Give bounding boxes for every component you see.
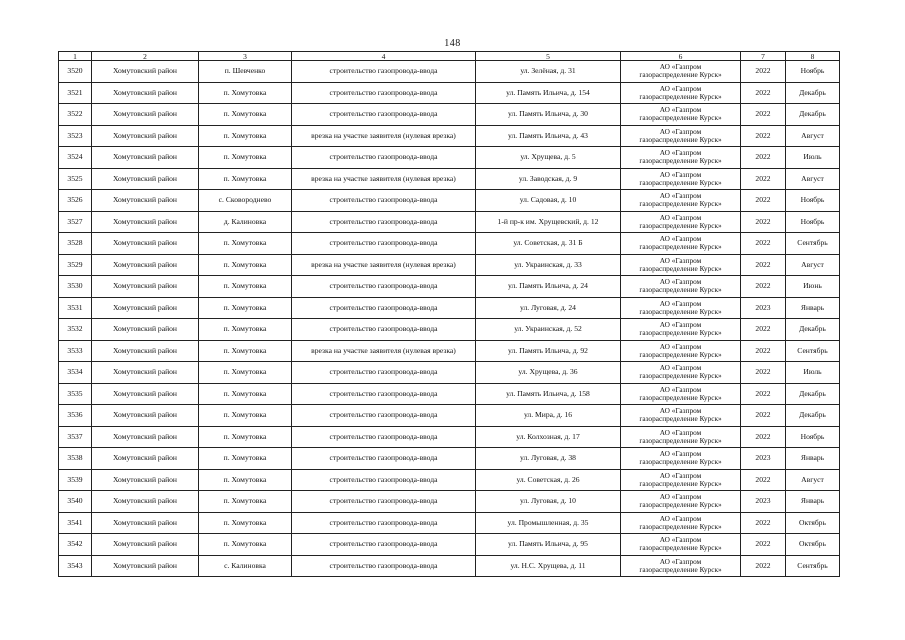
header-cell: 4: [292, 52, 476, 61]
address-cell: ул. Память Ильича, д. 158: [476, 383, 621, 405]
settlement-cell: п. Хомутовка: [199, 534, 292, 556]
year-cell: 2022: [741, 61, 786, 83]
org-name-line: газораспределение Курск»: [639, 371, 722, 381]
district-cell: Хомутовский район: [92, 383, 199, 405]
table-row: [59, 426, 840, 448]
district-cell: Хомутовский район: [92, 405, 199, 427]
org-name-line: АО «Газпром: [659, 341, 702, 351]
table-row: [59, 190, 840, 212]
year-cell: 2022: [741, 125, 786, 147]
address-cell: 1-й пр-к им. Хрущевский, д. 12: [476, 211, 621, 233]
month-cell: Декабрь: [786, 405, 840, 427]
settlement-cell: п. Хомутовка: [199, 491, 292, 513]
row-number-cell: 3537: [59, 426, 92, 448]
row-number-cell: 3533: [59, 340, 92, 362]
settlement-cell: п. Хомутовка: [199, 147, 292, 169]
table-row: [59, 297, 840, 319]
settlement-cell: д. Калиновка: [199, 211, 292, 233]
table-row: [59, 254, 840, 276]
org-name-line: газораспределение Курск»: [639, 220, 722, 230]
settlement-cell: п. Хомутовка: [199, 276, 292, 298]
row-number-cell: 3530: [59, 276, 92, 298]
address-cell: ул. Заводская, д. 9: [476, 168, 621, 190]
row-number-cell: 3523: [59, 125, 92, 147]
row-number-cell: 3539: [59, 469, 92, 491]
district-cell: Хомутовский район: [92, 469, 199, 491]
work-type-cell: строительство газопровода-ввода: [292, 426, 476, 448]
header-cell: 2: [92, 52, 199, 61]
org-cell: [621, 254, 741, 276]
work-type-cell: строительство газопровода-ввода: [292, 512, 476, 534]
org-name-line: АО «Газпром: [659, 169, 702, 179]
table-row: [59, 555, 840, 577]
work-type-cell: строительство газопровода-ввода: [292, 555, 476, 577]
org-cell: [621, 211, 741, 233]
settlement-cell: п. Шевченко: [199, 61, 292, 83]
table-row: [59, 469, 840, 491]
address-cell: ул. Зелёная, д. 31: [476, 61, 621, 83]
settlement-cell: п. Хомутовка: [199, 469, 292, 491]
year-cell: 2022: [741, 168, 786, 190]
table-row: [59, 211, 840, 233]
row-number-cell: 3536: [59, 405, 92, 427]
month-cell: Август: [786, 469, 840, 491]
year-cell: 2022: [741, 534, 786, 556]
work-type-cell: строительство газопровода-ввода: [292, 534, 476, 556]
org-name-line: АО «Газпром: [659, 406, 702, 416]
month-cell: Ноябрь: [786, 426, 840, 448]
table-row: [59, 512, 840, 534]
district-cell: Хомутовский район: [92, 82, 199, 104]
work-type-cell: строительство газопровода-ввода: [292, 362, 476, 384]
org-name-line: АО «Газпром: [659, 191, 702, 201]
district-cell: Хомутовский район: [92, 104, 199, 126]
header-cell: 8: [786, 52, 840, 61]
header-cell: 5: [476, 52, 621, 61]
org-cell: [621, 104, 741, 126]
year-cell: 2022: [741, 469, 786, 491]
settlement-cell: с. Сковороднево: [199, 190, 292, 212]
org-name-line: газораспределение Курск»: [639, 392, 722, 402]
year-cell: 2023: [741, 491, 786, 513]
row-number-cell: 3540: [59, 491, 92, 513]
org-cell: [621, 276, 741, 298]
settlement-cell: п. Хомутовка: [199, 104, 292, 126]
table-row: [59, 340, 840, 362]
district-cell: Хомутовский район: [92, 211, 199, 233]
year-cell: 2022: [741, 340, 786, 362]
year-cell: 2023: [741, 297, 786, 319]
work-type-cell: строительство газопровода-ввода: [292, 211, 476, 233]
row-number-cell: 3532: [59, 319, 92, 341]
work-type-cell: врезка на участке заявителя (нулевая врезка): [292, 168, 476, 190]
settlement-cell: п. Хомутовка: [199, 319, 292, 341]
month-cell: Декабрь: [786, 383, 840, 405]
year-cell: 2022: [741, 276, 786, 298]
address-cell: ул. Луговая, д. 24: [476, 297, 621, 319]
district-cell: Хомутовский район: [92, 340, 199, 362]
month-cell: Ноябрь: [786, 211, 840, 233]
header-cell: 1: [59, 52, 92, 61]
header-cell: 7: [741, 52, 786, 61]
year-cell: 2022: [741, 555, 786, 577]
org-name-line: АО «Газпром: [659, 363, 702, 373]
row-number-cell: 3520: [59, 61, 92, 83]
settlement-cell: с. Калиновка: [199, 555, 292, 577]
month-cell: Декабрь: [786, 319, 840, 341]
work-type-cell: строительство газопровода-ввода: [292, 383, 476, 405]
year-cell: 2022: [741, 254, 786, 276]
table-row: [59, 405, 840, 427]
org-name-line: газораспределение Курск»: [639, 328, 722, 338]
org-name-line: газораспределение Курск»: [639, 113, 722, 123]
org-cell: [621, 125, 741, 147]
org-name-line: АО «Газпром: [659, 277, 702, 287]
org-cell: [621, 168, 741, 190]
org-name-line: АО «Газпром: [659, 556, 702, 566]
row-number-cell: 3528: [59, 233, 92, 255]
address-cell: ул. Колхозная, д. 17: [476, 426, 621, 448]
month-cell: Октябрь: [786, 512, 840, 534]
work-type-cell: строительство газопровода-ввода: [292, 319, 476, 341]
month-cell: Август: [786, 254, 840, 276]
row-number-cell: 3538: [59, 448, 92, 470]
row-number-cell: 3525: [59, 168, 92, 190]
table-row: [59, 168, 840, 190]
month-cell: Октябрь: [786, 534, 840, 556]
month-cell: Август: [786, 125, 840, 147]
work-type-cell: врезка на участке заявителя (нулевая врезка): [292, 125, 476, 147]
org-cell: [621, 297, 741, 319]
org-name-line: газораспределение Курск»: [639, 242, 722, 252]
org-name-line: АО «Газпром: [659, 384, 702, 394]
month-cell: Ноябрь: [786, 190, 840, 212]
table-body: [59, 61, 840, 577]
table-row: [59, 104, 840, 126]
district-cell: Хомутовский район: [92, 426, 199, 448]
year-cell: 2022: [741, 211, 786, 233]
address-cell: ул. Советская, д. 26: [476, 469, 621, 491]
org-cell: [621, 190, 741, 212]
work-type-cell: строительство газопровода-ввода: [292, 61, 476, 83]
header-cell: 3: [199, 52, 292, 61]
org-name-line: газораспределение Курск»: [639, 457, 722, 467]
district-cell: Хомутовский район: [92, 362, 199, 384]
year-cell: 2022: [741, 82, 786, 104]
settlement-cell: п. Хомутовка: [199, 512, 292, 534]
work-type-cell: строительство газопровода-ввода: [292, 448, 476, 470]
settlement-cell: п. Хомутовка: [199, 340, 292, 362]
org-name-line: газораспределение Курск»: [639, 285, 722, 295]
settlement-cell: п. Хомутовка: [199, 426, 292, 448]
month-cell: Сентябрь: [786, 340, 840, 362]
table-row: [59, 383, 840, 405]
org-name-line: АО «Газпром: [659, 105, 702, 115]
district-cell: Хомутовский район: [92, 297, 199, 319]
address-cell: ул. Память Ильича, д. 43: [476, 125, 621, 147]
year-cell: 2022: [741, 319, 786, 341]
address-cell: ул. Мира, д. 16: [476, 405, 621, 427]
district-cell: Хомутовский район: [92, 448, 199, 470]
year-cell: 2022: [741, 104, 786, 126]
year-cell: 2022: [741, 233, 786, 255]
header-row: [59, 52, 840, 61]
district-cell: Хомутовский район: [92, 276, 199, 298]
org-name-line: газораспределение Курск»: [639, 500, 722, 510]
district-cell: Хомутовский район: [92, 233, 199, 255]
org-cell: [621, 82, 741, 104]
district-cell: Хомутовский район: [92, 534, 199, 556]
org-name-line: АО «Газпром: [659, 126, 702, 136]
settlement-cell: п. Хомутовка: [199, 362, 292, 384]
year-cell: 2022: [741, 190, 786, 212]
work-type-cell: строительство газопровода-ввода: [292, 147, 476, 169]
address-cell: ул. Н.С. Хрущева, д. 11: [476, 555, 621, 577]
row-number-cell: 3529: [59, 254, 92, 276]
org-name-line: АО «Газпром: [659, 470, 702, 480]
address-cell: ул. Украинская, д. 52: [476, 319, 621, 341]
table-row: [59, 448, 840, 470]
org-name-line: газораспределение Курск»: [639, 478, 722, 488]
row-number-cell: 3535: [59, 383, 92, 405]
address-cell: ул. Садовая, д. 10: [476, 190, 621, 212]
org-name-line: газораспределение Курск»: [639, 543, 722, 553]
org-name-line: АО «Газпром: [659, 513, 702, 523]
settlement-cell: п. Хомутовка: [199, 297, 292, 319]
org-name-line: АО «Газпром: [659, 320, 702, 330]
settlement-cell: п. Хомутовка: [199, 168, 292, 190]
org-name-line: АО «Газпром: [659, 492, 702, 502]
address-cell: ул. Украинская, д. 33: [476, 254, 621, 276]
month-cell: Декабрь: [786, 82, 840, 104]
org-name-line: АО «Газпром: [659, 212, 702, 222]
header-cell: 6: [621, 52, 741, 61]
table-row: [59, 276, 840, 298]
month-cell: Сентябрь: [786, 555, 840, 577]
row-number-cell: 3526: [59, 190, 92, 212]
org-name-line: газораспределение Курск»: [639, 134, 722, 144]
address-cell: ул. Хрущева, д. 36: [476, 362, 621, 384]
row-number-cell: 3531: [59, 297, 92, 319]
month-cell: Январь: [786, 297, 840, 319]
org-cell: [621, 61, 741, 83]
data-table: [58, 51, 840, 577]
month-cell: Декабрь: [786, 104, 840, 126]
org-name-line: АО «Газпром: [659, 148, 702, 158]
row-number-cell: 3543: [59, 555, 92, 577]
org-cell: [621, 340, 741, 362]
org-cell: [621, 426, 741, 448]
table-row: [59, 491, 840, 513]
year-cell: 2022: [741, 362, 786, 384]
district-cell: Хомутовский район: [92, 168, 199, 190]
table-row: [59, 61, 840, 83]
year-cell: 2023: [741, 448, 786, 470]
table-row: [59, 362, 840, 384]
org-name-line: газораспределение Курск»: [639, 564, 722, 574]
org-cell: [621, 512, 741, 534]
year-cell: 2022: [741, 147, 786, 169]
org-name-line: АО «Газпром: [659, 234, 702, 244]
row-number-cell: 3542: [59, 534, 92, 556]
settlement-cell: п. Хомутовка: [199, 383, 292, 405]
address-cell: ул. Память Ильича, д. 154: [476, 82, 621, 104]
address-cell: ул. Память Ильича, д. 24: [476, 276, 621, 298]
org-name-line: АО «Газпром: [659, 535, 702, 545]
work-type-cell: строительство газопровода-ввода: [292, 190, 476, 212]
district-cell: Хомутовский район: [92, 190, 199, 212]
district-cell: Хомутовский район: [92, 61, 199, 83]
row-number-cell: 3522: [59, 104, 92, 126]
row-number-cell: 3541: [59, 512, 92, 534]
district-cell: Хомутовский район: [92, 254, 199, 276]
month-cell: Июль: [786, 147, 840, 169]
row-number-cell: 3521: [59, 82, 92, 104]
month-cell: Январь: [786, 491, 840, 513]
month-cell: Июль: [786, 362, 840, 384]
org-cell: [621, 319, 741, 341]
org-name-line: АО «Газпром: [659, 449, 702, 459]
table-row: [59, 233, 840, 255]
org-name-line: газораспределение Курск»: [639, 177, 722, 187]
address-cell: ул. Память Ильича, д. 30: [476, 104, 621, 126]
org-cell: [621, 147, 741, 169]
work-type-cell: врезка на участке заявителя (нулевая врезка): [292, 340, 476, 362]
org-name-line: газораспределение Курск»: [639, 156, 722, 166]
work-type-cell: строительство газопровода-ввода: [292, 297, 476, 319]
org-name-line: газораспределение Курск»: [639, 435, 722, 445]
month-cell: Июнь: [786, 276, 840, 298]
district-cell: Хомутовский район: [92, 147, 199, 169]
page-number: 148: [444, 38, 461, 49]
org-name-line: газораспределение Курск»: [639, 349, 722, 359]
org-name-line: АО «Газпром: [659, 427, 702, 437]
settlement-cell: п. Хомутовка: [199, 233, 292, 255]
district-cell: Хомутовский район: [92, 125, 199, 147]
work-type-cell: строительство газопровода-ввода: [292, 469, 476, 491]
year-cell: 2022: [741, 383, 786, 405]
table-row: [59, 125, 840, 147]
address-cell: ул. Луговая, д. 10: [476, 491, 621, 513]
org-name-line: АО «Газпром: [659, 83, 702, 93]
org-name-line: газораспределение Курск»: [639, 199, 722, 209]
org-cell: [621, 534, 741, 556]
work-type-cell: строительство газопровода-ввода: [292, 405, 476, 427]
settlement-cell: п. Хомутовка: [199, 448, 292, 470]
year-cell: 2022: [741, 405, 786, 427]
org-name-line: АО «Газпром: [659, 255, 702, 265]
settlement-cell: п. Хомутовка: [199, 254, 292, 276]
org-cell: [621, 362, 741, 384]
row-number-cell: 3534: [59, 362, 92, 384]
month-cell: Август: [786, 168, 840, 190]
org-cell: [621, 555, 741, 577]
work-type-cell: врезка на участке заявителя (нулевая врезка): [292, 254, 476, 276]
row-number-cell: 3524: [59, 147, 92, 169]
settlement-cell: п. Хомутовка: [199, 82, 292, 104]
org-cell: [621, 469, 741, 491]
table-row: [59, 147, 840, 169]
org-name-line: газораспределение Курск»: [639, 70, 722, 80]
settlement-cell: п. Хомутовка: [199, 405, 292, 427]
work-type-cell: строительство газопровода-ввода: [292, 491, 476, 513]
address-cell: ул. Луговая, д. 38: [476, 448, 621, 470]
district-cell: Хомутовский район: [92, 512, 199, 534]
address-cell: ул. Память Ильича, д. 95: [476, 534, 621, 556]
year-cell: 2022: [741, 512, 786, 534]
settlement-cell: п. Хомутовка: [199, 125, 292, 147]
row-number-cell: 3527: [59, 211, 92, 233]
month-cell: Январь: [786, 448, 840, 470]
org-name-line: газораспределение Курск»: [639, 521, 722, 531]
org-name-line: газораспределение Курск»: [639, 306, 722, 316]
month-cell: Сентябрь: [786, 233, 840, 255]
month-cell: Ноябрь: [786, 61, 840, 83]
address-cell: ул. Хрущева, д. 5: [476, 147, 621, 169]
org-cell: [621, 233, 741, 255]
address-cell: ул. Промышленная, д. 35: [476, 512, 621, 534]
district-cell: Хомутовский район: [92, 555, 199, 577]
org-cell: [621, 491, 741, 513]
table-row: [59, 534, 840, 556]
work-type-cell: строительство газопровода-ввода: [292, 104, 476, 126]
work-type-cell: строительство газопровода-ввода: [292, 233, 476, 255]
org-cell: [621, 383, 741, 405]
address-cell: ул. Советская, д. 31 Б: [476, 233, 621, 255]
work-type-cell: строительство газопровода-ввода: [292, 276, 476, 298]
org-name-line: газораспределение Курск»: [639, 414, 722, 424]
work-type-cell: строительство газопровода-ввода: [292, 82, 476, 104]
org-name-line: газораспределение Курск»: [639, 91, 722, 101]
org-cell: [621, 405, 741, 427]
org-cell: [621, 448, 741, 470]
table-row: [59, 82, 840, 104]
year-cell: 2022: [741, 426, 786, 448]
district-cell: Хомутовский район: [92, 491, 199, 513]
address-cell: ул. Память Ильича, д. 92: [476, 340, 621, 362]
org-name-line: АО «Газпром: [659, 298, 702, 308]
org-name-line: газораспределение Курск»: [639, 263, 722, 273]
district-cell: Хомутовский район: [92, 319, 199, 341]
table-row: [59, 319, 840, 341]
org-name-line: АО «Газпром: [659, 62, 702, 72]
